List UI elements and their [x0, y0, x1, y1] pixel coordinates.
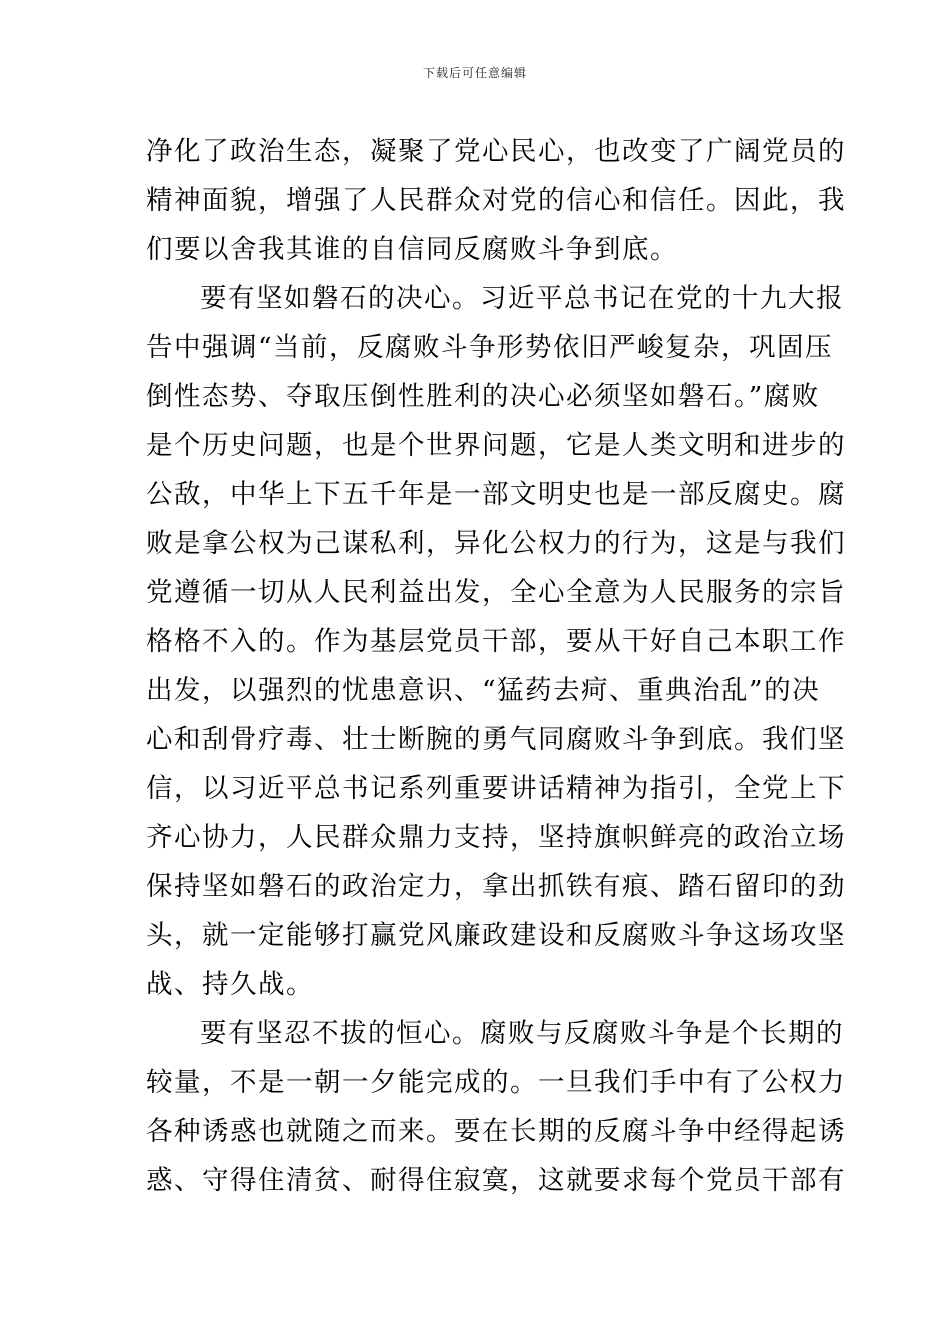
text-line: 格格不入的。作为基层党员干部，要从干好自己本职工作: [146, 626, 846, 657]
text-line: 信，以习近平总书记系列重要讲话精神为指引，全党上下: [146, 773, 846, 804]
text-line: 败是拿公权为己谋私利，异化公权力的行为，这是与我们: [146, 528, 846, 559]
text-line: 们要以舍我其谁的自信同反腐败斗争到底。: [146, 234, 678, 265]
text-line: 头，就一定能够打赢党风廉政建设和反腐败斗争这场攻坚: [146, 920, 846, 951]
text-line: 齐心协力，人民群众鼎力支持，坚持旗帜鲜亮的政治立场: [146, 822, 846, 853]
page-header: 下载后可任意编辑: [422, 66, 527, 80]
paragraph-first-line: 要有坚如磐石的决心。习近平总书记在党的十九大报: [200, 283, 844, 314]
text-line: 精神面貌，增强了人民群众对党的信心和信任。因此，我: [146, 185, 846, 216]
text-line: 心和刮骨疗毒、壮士断腕的勇气同腐败斗争到底。我们坚: [146, 724, 846, 755]
document-body: [146, 127, 846, 1205]
text-line: 公敌，中华上下五千年是一部文明史也是一部反腐史。腐: [146, 479, 846, 510]
text-line: 保持坚如磐石的政治定力，拿出抓铁有痕、踏石留印的劲: [146, 871, 846, 902]
text-line: 惑、守得住清贫、耐得住寂寞，这就要求每个党员干部有: [146, 1165, 846, 1196]
text-line: 较量，不是一朝一夕能完成的。一旦我们手中有了公权力: [146, 1067, 846, 1098]
paragraph-first-line: 要有坚忍不拔的恒心。腐败与反腐败斗争是个长期的: [200, 1018, 844, 1049]
text-line: 党遵循一切从人民利益出发，全心全意为人民服务的宗旨: [146, 577, 846, 608]
text-line: 倒性态势、夺取压倒性胜利的决心必须坚如磐石。”腐败: [146, 381, 820, 412]
text-line: 战、持久战。: [146, 969, 314, 1000]
text-line: 出发，以强烈的忧患意识、“猛药去疴、重典治乱”的决: [146, 675, 821, 706]
text-line: 是个历史问题，也是个世界问题，它是人类文明和进步的: [146, 430, 846, 461]
text-line: 净化了政治生态，凝聚了党心民心，也改变了广阔党员的: [146, 136, 846, 167]
text-line: 各种诱惑也就随之而来。要在长期的反腐斗争中经得起诱: [146, 1116, 846, 1147]
text-line: 告中强调“当前，反腐败斗争形势依旧严峻复杂，巩固压: [146, 332, 834, 363]
